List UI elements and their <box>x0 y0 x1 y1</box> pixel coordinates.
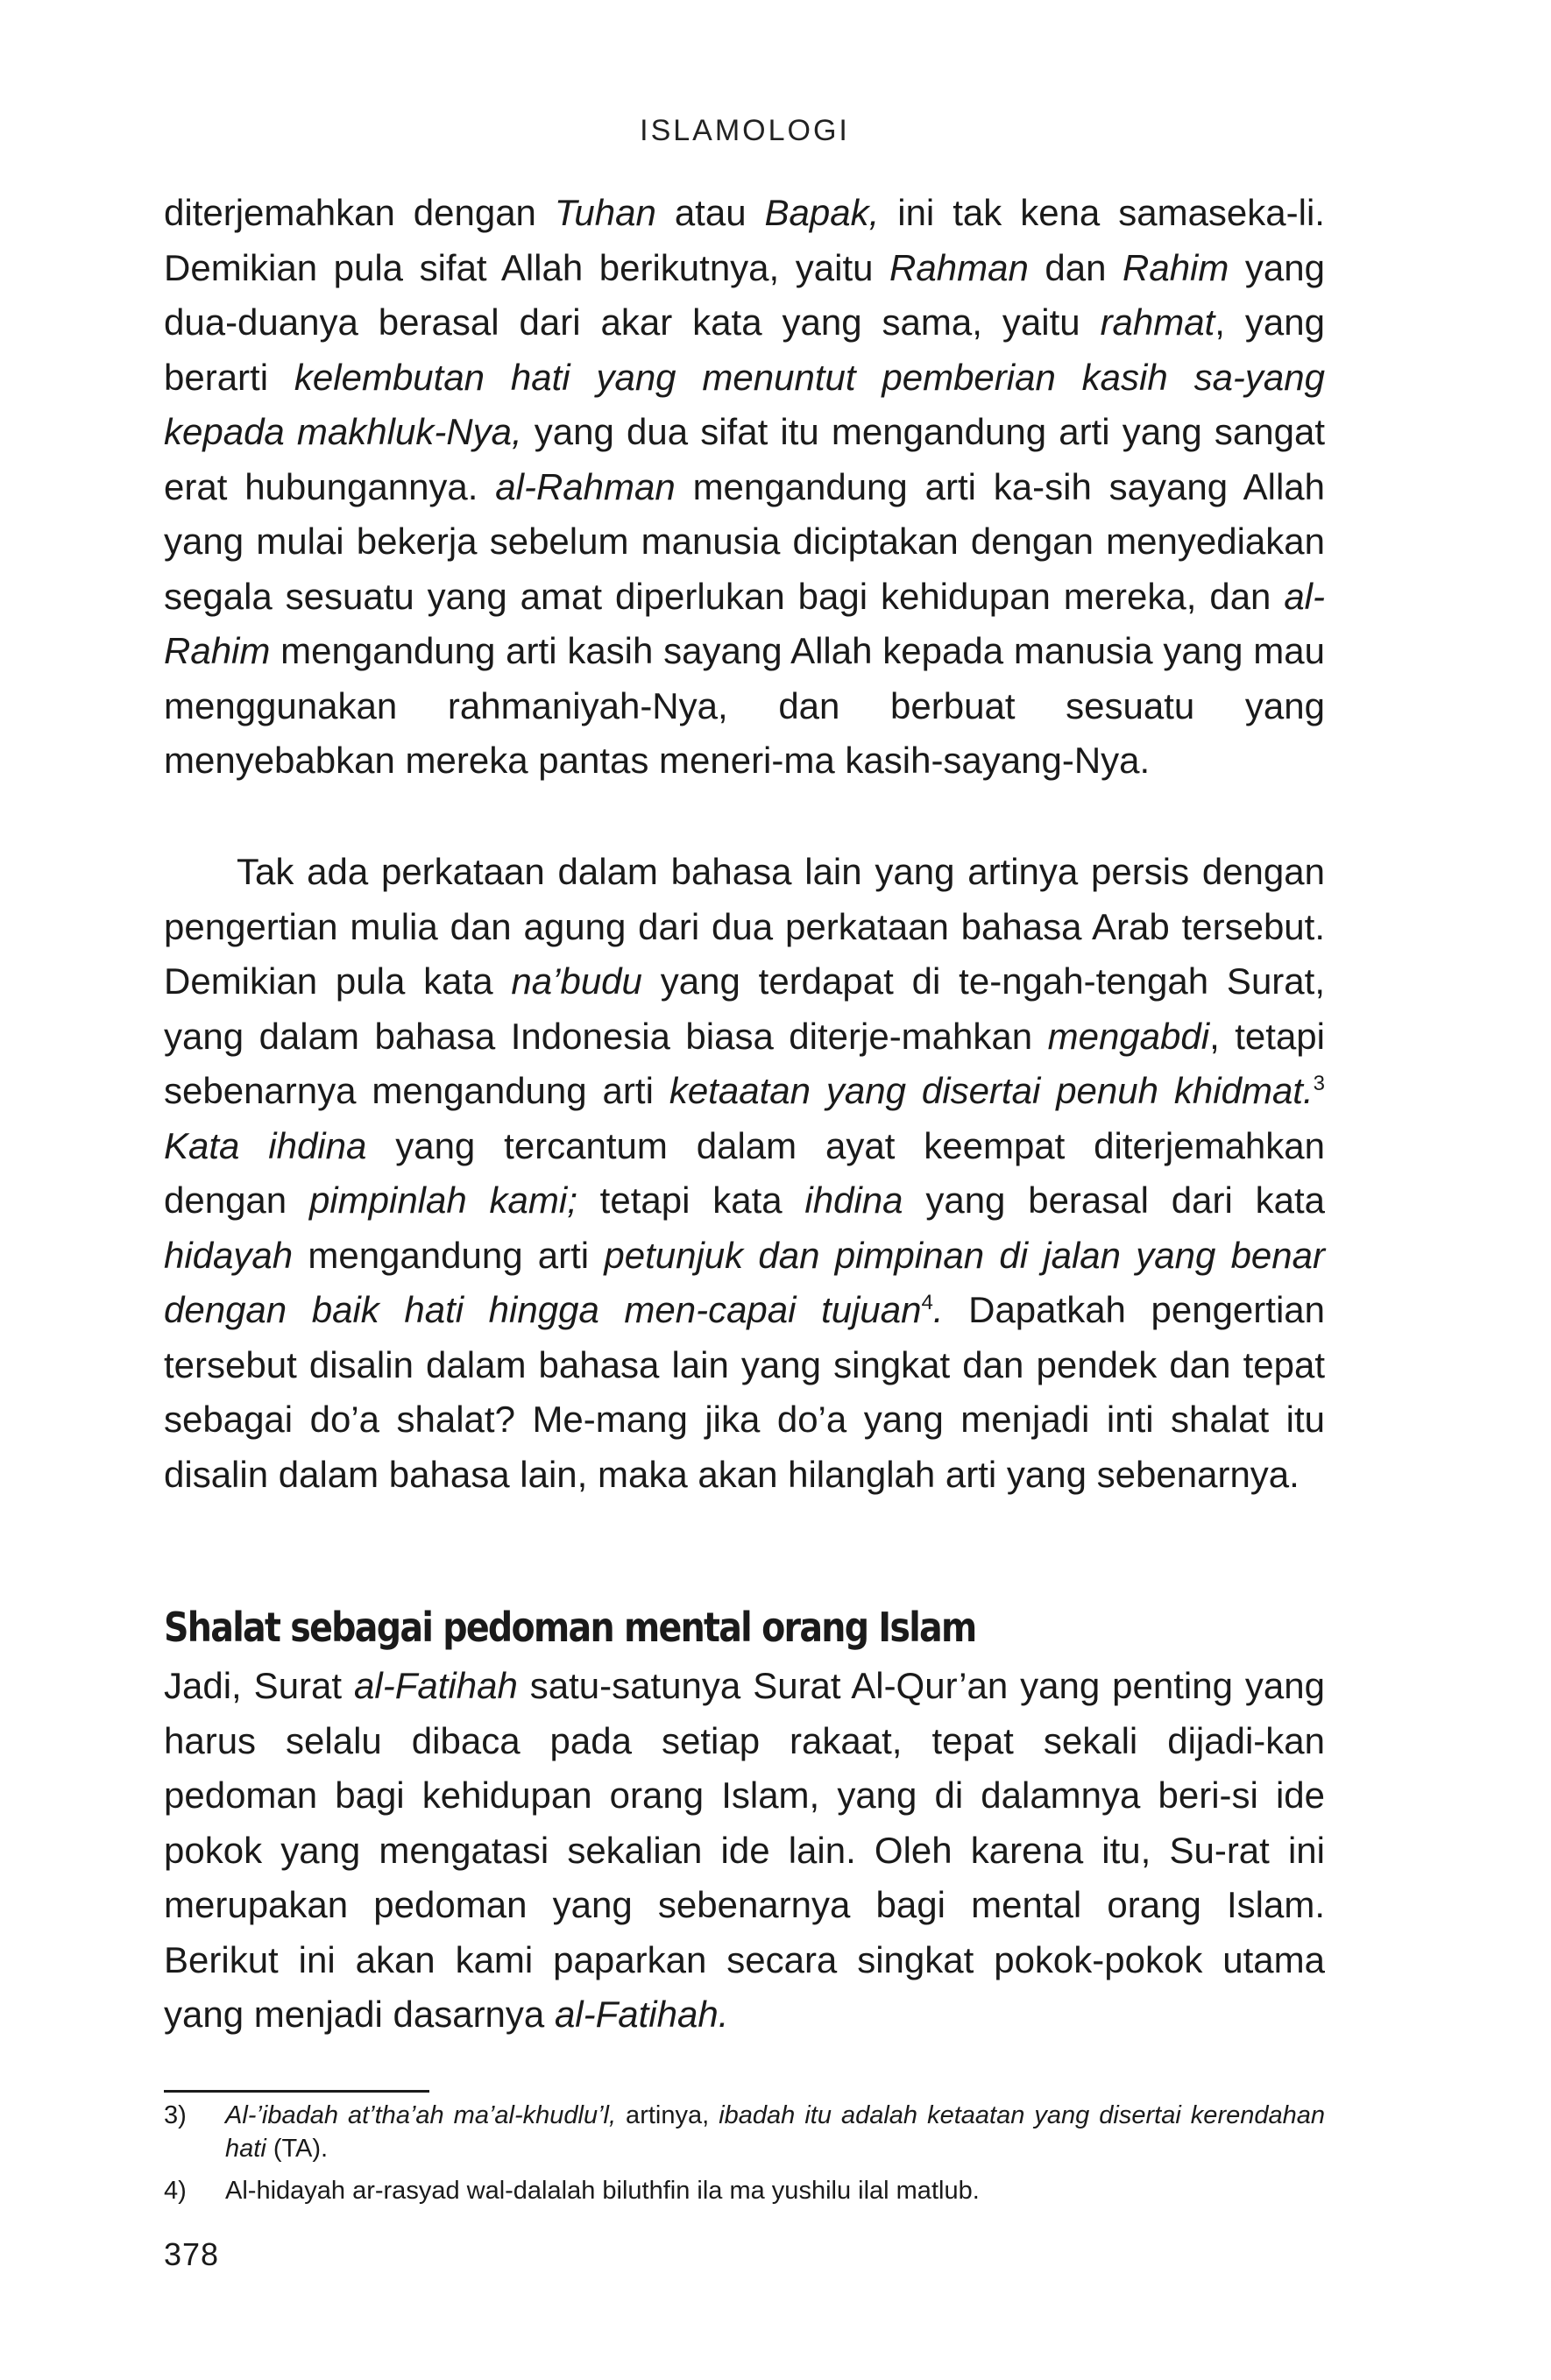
page-number: 378 <box>164 2236 220 2272</box>
footnote-ref-3[interactable]: 3 <box>1313 1072 1326 1095</box>
body-paragraph-1: diterjemahkan dengan Tuhan atau Bapak, ini tak kena samaseka-li. Demikian pula sifat Allah berikutnya, yaitu Rahman dan Rahim yang dua-duanya berasal dari akar kata yang sama, yaitu rahmat, yang berarti kelembutan hati yang menuntut pemberian kasih sa-yang kepada makhluk-Nya, yang dua sifat itu mengandung arti yang sangat erat hubungannya. al-Rahman mengandung arti ka-sih sayang Allah yang mulai bekerja sebelum manusia diciptakan dengan menyediakan segala sesuatu yang amat diperlukan bagi kehidupan mereka, dan al-Rahim mengandung arti kasih sayang Allah kepada manusia yang mau menggunakan rahmaniyah-Nya, dan berbuat sesuatu yang menyebabkan mereka pantas meneri-ma kasih-sayang-Nya. <box>164 192 1326 781</box>
footnote-number: 3) <box>164 2101 187 2129</box>
footnote-3 <box>164 2099 1325 2165</box>
footnote-number: 4) <box>164 2177 187 2205</box>
footnote-ref-4[interactable]: 4 <box>921 1291 933 1314</box>
body-paragraph-2: Tak ada perkataan dalam bahasa lain yang artinya persis dengan pengertian mulia dan agung dari dua perkataan bahasa Arab tersebut. Demikian pula kata na’budu yang terdapat di te-ngah-tengah Surat, yang dalam bahasa Indonesia biasa diterje-mahkan mengabdi, tetapi sebenarnya mengandung arti ketaatan yang disertai penuh khidmat.$^3$ Kata ihdina yang tercantum dalam ayat keempat diterjemahkan dengan pimpinlah kami; tetapi kata ihdina yang berasal dari kata hidayah mengandung arti petunjuk dan pimpinan di jalan yang benar dengan baik hati hingga men-capai tujuan$^4$. Dapatkah pengertian tersebut disalin dalam bahasa lain yang singkat dan pendek dan tepat sebagai do’a shalat? Me-mang jika do’a yang menjadi inti shalat itu disalin dalam bahasa lain, maka akan hilanglah arti yang sebenarnya. <box>164 851 1326 1495</box>
body-paragraph-3: Jadi, Surat al-Fatihah satu-satunya Surat Al-Qur’an yang penting yang harus selalu dibaca pada setiap rakaat, tepat sekali dijadi-kan pedoman bagi kehidupan orang Islam, yang di dalamnya beri-si ide pokok yang mengatasi sekalian ide lain. Oleh karena itu, Su-rat ini merupakan pedoman yang sebenarnya bagi mental orang Islam. Berikut ini akan kami paparkan secara singkat pokok-pokok utama yang menjadi dasarnya al-Fatihah. <box>164 1665 1325 2035</box>
footnotes <box>164 2099 1325 2216</box>
footnote-text: Al-’ibadah at’tha’ah ma’al-khudlu’l, artinya, ibadah itu adalah ketaatan yang disertai kerendahan hati (TA). <box>225 2101 1325 2163</box>
running-header: ISLAMOLOGI <box>640 114 850 147</box>
footnote-divider <box>164 2090 429 2093</box>
footnote-text: Al-hidayah ar-rasyad wal-dalalah biluthfin ila ma yushilu ilal matlub. <box>225 2177 980 2205</box>
footnote-4 <box>164 2174 1325 2207</box>
section-heading: Shalat sebagai pedoman mental orang Islam <box>164 1604 976 1651</box>
